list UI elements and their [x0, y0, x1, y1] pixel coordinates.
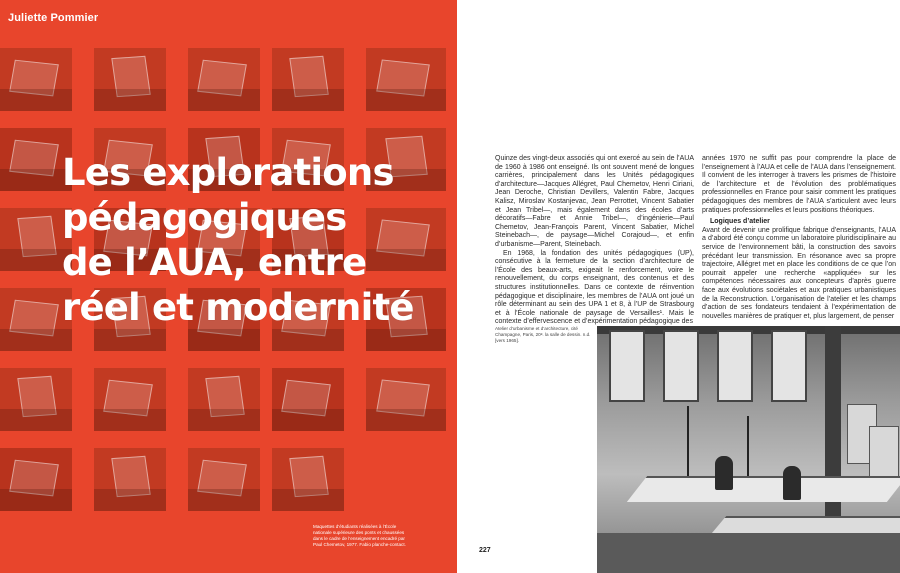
- title-line: réel et modernité: [62, 286, 414, 329]
- text-column-2: [702, 155, 896, 321]
- photo-person: [715, 456, 733, 490]
- model-photo: [272, 48, 344, 111]
- model-photo: [188, 48, 260, 111]
- model-photo: [188, 448, 260, 511]
- photo-caption: Atelier d’urbanisme et d’architecture, cité Champagne, Paris, 20ᵉ. la salle de dessin. n.d. [vers 1965].: [495, 326, 591, 343]
- model-photo: [94, 48, 166, 111]
- article-title: [62, 150, 457, 330]
- text-column-1: [495, 155, 694, 327]
- model-photo: [0, 48, 72, 111]
- drafting-studio-photo: [597, 326, 900, 573]
- body-paragraph: En 1968, la fondation des unités pédagogiques (UP), consécutive à la fermeture de la section d’architecture de l’École des beaux-arts, exigeait le renforcement, voire le renouvellement, du corps enseignant, des contenus et des structures institutionnelles. Dans ce contexte de réinvention pédagogique et disciplinaire, les membres de l’AUA ont joué un rôle déterminant au sein des UPA 1 et 8, à l’UP de Strasbourg et à l’École nationale de paysage de Versailles¹. Mais le contexte d’effervescence et d’expérimentation pédagogique des: [495, 249, 694, 326]
- author-name: Juliette Pommier: [8, 12, 99, 24]
- section-subheading: Logiques d’atelier: [710, 218, 770, 226]
- left-figure-caption: Maquettes d’étudiants réalisées à l’École nationale supérieure des ponts et chaussées dans le cadre de l’enseignement encadré par Paul Chemetov, 1977. Fabio planche-contact.: [313, 524, 406, 547]
- title-line: pédagogiques: [62, 196, 347, 239]
- model-photo: [0, 368, 72, 431]
- model-photo: [366, 368, 446, 431]
- title-line: de l’AUA, entre: [62, 241, 367, 284]
- photo-window: [609, 330, 645, 402]
- photo-person: [783, 466, 801, 500]
- model-photo: [272, 448, 344, 511]
- model-photo: [188, 368, 260, 431]
- photo-window: [717, 330, 753, 402]
- model-photo: [366, 48, 446, 111]
- body-paragraph: Quinze des vingt-deux associés qui ont exercé au sein de l’AUA de 1960 à 1986 ont enseigné. Ils ont souvent mené de longues carrières, principalement dans les Unités pédagogiques d’architecture—Jacques Allégret, Paul Chemetov, Henri Ciriani, Jean Deroche, Christian Devillers, Valentin Fabre, Jacques Kalisz, Miroslav Kostanjevac, Jean Perrottet, Vincent Sabatier et Jean Tribel—, mais également dans des écoles d’arts décoratifs—Fabre et Annie Tribel—, d’ingénierie—Paul Chemetov, Jean-François Parent, Vincent Sabatier, Michel Steinebach—, de paysage—Michel Corajoud—, et enfin d’urbanisme—Parent, Steinebach.: [495, 155, 694, 248]
- model-photo: [0, 448, 72, 511]
- title-line: Les explorations: [62, 151, 394, 194]
- page-number: 227: [479, 547, 491, 554]
- model-photo: [94, 368, 166, 431]
- body-paragraph: Avant de devenir une prolifique fabrique d’enseignants, l’AUA a d’abord été conçu comme un laboratoire pluridisciplinaire au service de l’environnement bâti, la construction des savoirs précédant leur transmission. En résonance avec sa propre trajectoire, Allégret met en place les conditions de ce que l’on pourrait appeler une recherche «appliquée» sur les compétences nécessaires aux concepteurs d’après guerre face aux évolutions sociétales et aux pratiques urbanistiques de la Reconstruction. L’organisation de l’atelier et les champs d’action de ses fondateurs tendaient à l’expérimentation de nouvelles manières de pratiquer et, plus largement, de penser: [702, 226, 896, 320]
- photo-drafting-table: [627, 476, 900, 502]
- photo-floor: [597, 533, 900, 573]
- photo-window: [663, 330, 699, 402]
- model-photo: [272, 368, 344, 431]
- body-paragraph: années 1970 ne suffit pas pour comprendre la place de l’enseignement à l’AUA et celle de l’AUA dans l’enseignement. Il convient de les interroger à travers les prismes de l’histoire de l’architecture et de l’évolution des problématiques professionnelles en France pour saisir comment les pratiques pédagogiques des membres de l’AUA s’articulent avec leurs pratiques professionnelles et leurs positions théoriques.: [702, 155, 896, 214]
- right-page: [457, 0, 900, 573]
- photo-lamp: [687, 406, 689, 476]
- model-photo: [94, 448, 166, 511]
- photo-window: [771, 330, 807, 402]
